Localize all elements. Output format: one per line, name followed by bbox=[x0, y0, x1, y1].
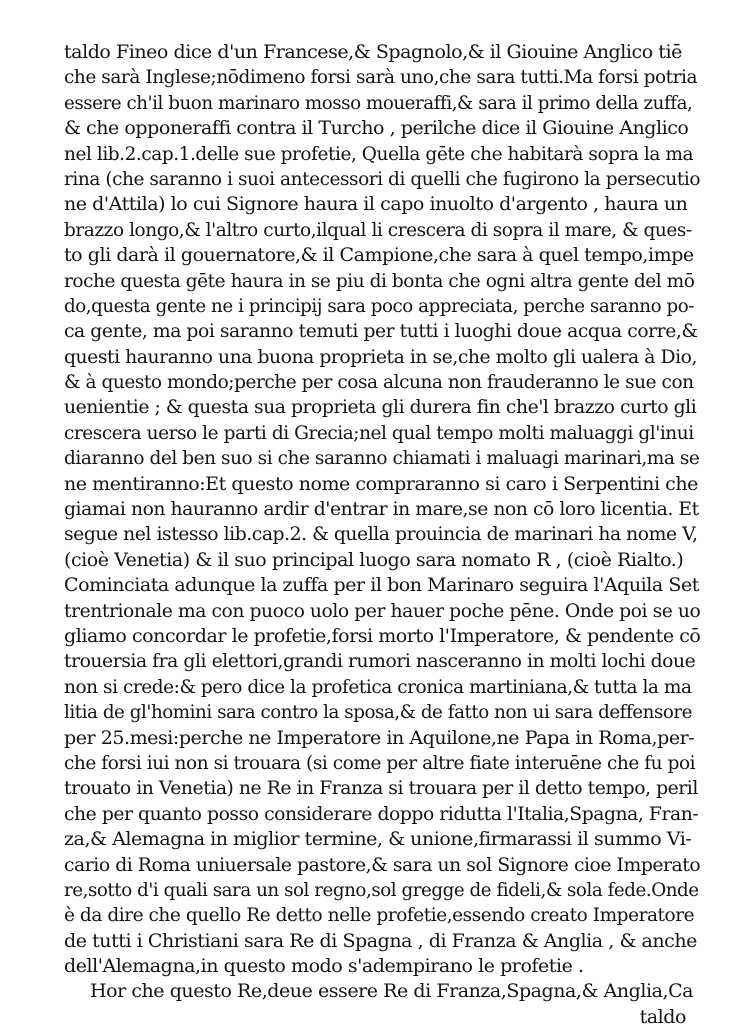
text-line: Cominciata adunque la zuffa per il bon Marinaro seguira l'Aquila Set bbox=[64, 574, 699, 597]
text-line: è da dire che quello Re detto nelle profetie,essendo creato Imperatore bbox=[64, 905, 695, 927]
text-line: & à questo mondo;perche per cosa alcuna non frauderanno le sue con bbox=[64, 372, 694, 394]
text-line: giamai non hauranno ardir d'entrar in mare,se non cō loro licentia. Et bbox=[64, 499, 699, 521]
text-line: do,questa gente ne i principij sara poco appreciata, perche saranno po- bbox=[64, 295, 694, 317]
paragraph-start-line: Hor che questo Re,deue essere Re di Franza,Spagna,& Anglia,Ca bbox=[90, 980, 694, 1003]
text-line: segue nel istesso lib.cap.2. & quella prouincia de marinari ha nome V, bbox=[64, 524, 698, 546]
text-line: gliamo concordar le profetie,forsi morto l'Imperatore, & pendente cō bbox=[64, 624, 700, 647]
text-line: che forsi iui non si trouara (si come per altre fiate interuēne che fu poi bbox=[64, 752, 696, 774]
text-line: per 25.mesi:perche ne Imperatore in Aquilone,ne Papa in Roma,per- bbox=[64, 726, 695, 749]
text-line: brazzo longo,& l'altro curto,ilqual li crescera di sopra il mare, & ques- bbox=[64, 219, 692, 241]
text-line: roche questa gēte haura in se piu di bonta che ogni altra gente del mō bbox=[64, 270, 695, 292]
text-line: non si crede:& pero dice la profetica cronica martiniana,& tutta la ma bbox=[64, 676, 692, 698]
text-line: trouersia fra gli elettori,grandi rumori nasceranno in molti lochi doue bbox=[64, 651, 696, 673]
catchword: taldo bbox=[639, 1005, 686, 1028]
text-line: essere ch'il buon marinaro mosso moueraffi,& sara il primo della zuffa, bbox=[64, 92, 693, 114]
text-line: trentrionale ma con puoco uolo per hauer poche pēne. Onde poi se uo bbox=[64, 600, 700, 622]
text-line: taldo Fineo dice d'un Francese,& Spagnolo,& il Giouine Anglico tiē bbox=[64, 41, 682, 63]
text-line: de tutti i Christiani sara Re di Spagna , di Franza & Anglia , & anche bbox=[64, 929, 697, 952]
text-line: (cioè Venetia) & il suo principal luogo sara nomato R , (cioè Rialto.) bbox=[64, 548, 684, 571]
text-line: za,& Alemagna in miglior termine, & unione,firmarassi il summo Vi- bbox=[64, 828, 692, 851]
text-line: che sarà Inglese;nōdimeno forsi sarà uno,che sara tutti.Ma forsi potria bbox=[64, 67, 698, 89]
text-line: ne mentiranno:Et questo nome compraranno si caro i Serpentini che bbox=[64, 472, 698, 495]
text-line: uenientie ; & questa sua proprieta gli durera fin che'l brazzo curto gli bbox=[64, 397, 697, 419]
text-line: litia de gl'homini sara contro la sposa,& de fatto non ui sara deffensore bbox=[64, 702, 693, 724]
document-page bbox=[64, 40, 700, 1030]
text-line: che per quanto posso considerare doppo ridutta l'Italia,Spagna, Fran- bbox=[64, 803, 699, 825]
text-line: ne d'Attila) lo cui Signore haura il capo inuolto d'argento , haura un bbox=[64, 193, 688, 216]
text-line: rina (che saranno i suoi antecessori di quelli che fugirono la persecutio bbox=[64, 168, 700, 190]
text-line: questi hauranno una buona proprieta in se,che molto gli ualera à Dio, bbox=[64, 346, 697, 368]
text-line: diaranno del ben suo si che saranno chiamati i maluagi marinari,ma se bbox=[64, 448, 700, 470]
text-line: cario di Roma uniuersale pastore,& sara un sol Signore cioe Imperato bbox=[64, 854, 700, 876]
text-line: ca gente, ma poi saranno temuti per tutti i luoghi doue acqua corre,& bbox=[64, 321, 698, 343]
text-line: to gli darà il gouernatore,& il Campione,che sara à quel tempo,impe bbox=[64, 244, 694, 267]
text-line: dell'Alemagna,in questo modo s'adempirano le profetie . bbox=[64, 955, 584, 978]
text-line: trouato in Venetia) ne Re in Franza si trouara per il detto tempo, peril bbox=[64, 778, 698, 800]
text-line: crescera uerso le parti di Grecia;nel qual tempo molti maluaggi gl'inui bbox=[64, 422, 694, 444]
text-line: re,sotto d'i quali sara un sol regno,sol gregge de fideli,& sola fede.Onde bbox=[64, 879, 699, 901]
text-line: & che opponeraffi contra il Turcho , perilche dice il Giouine Anglico bbox=[64, 117, 689, 140]
text-line: nel lib.2.cap.1.delle sue profetie, Quella gēte che habitarà sopra la ma bbox=[64, 143, 694, 165]
